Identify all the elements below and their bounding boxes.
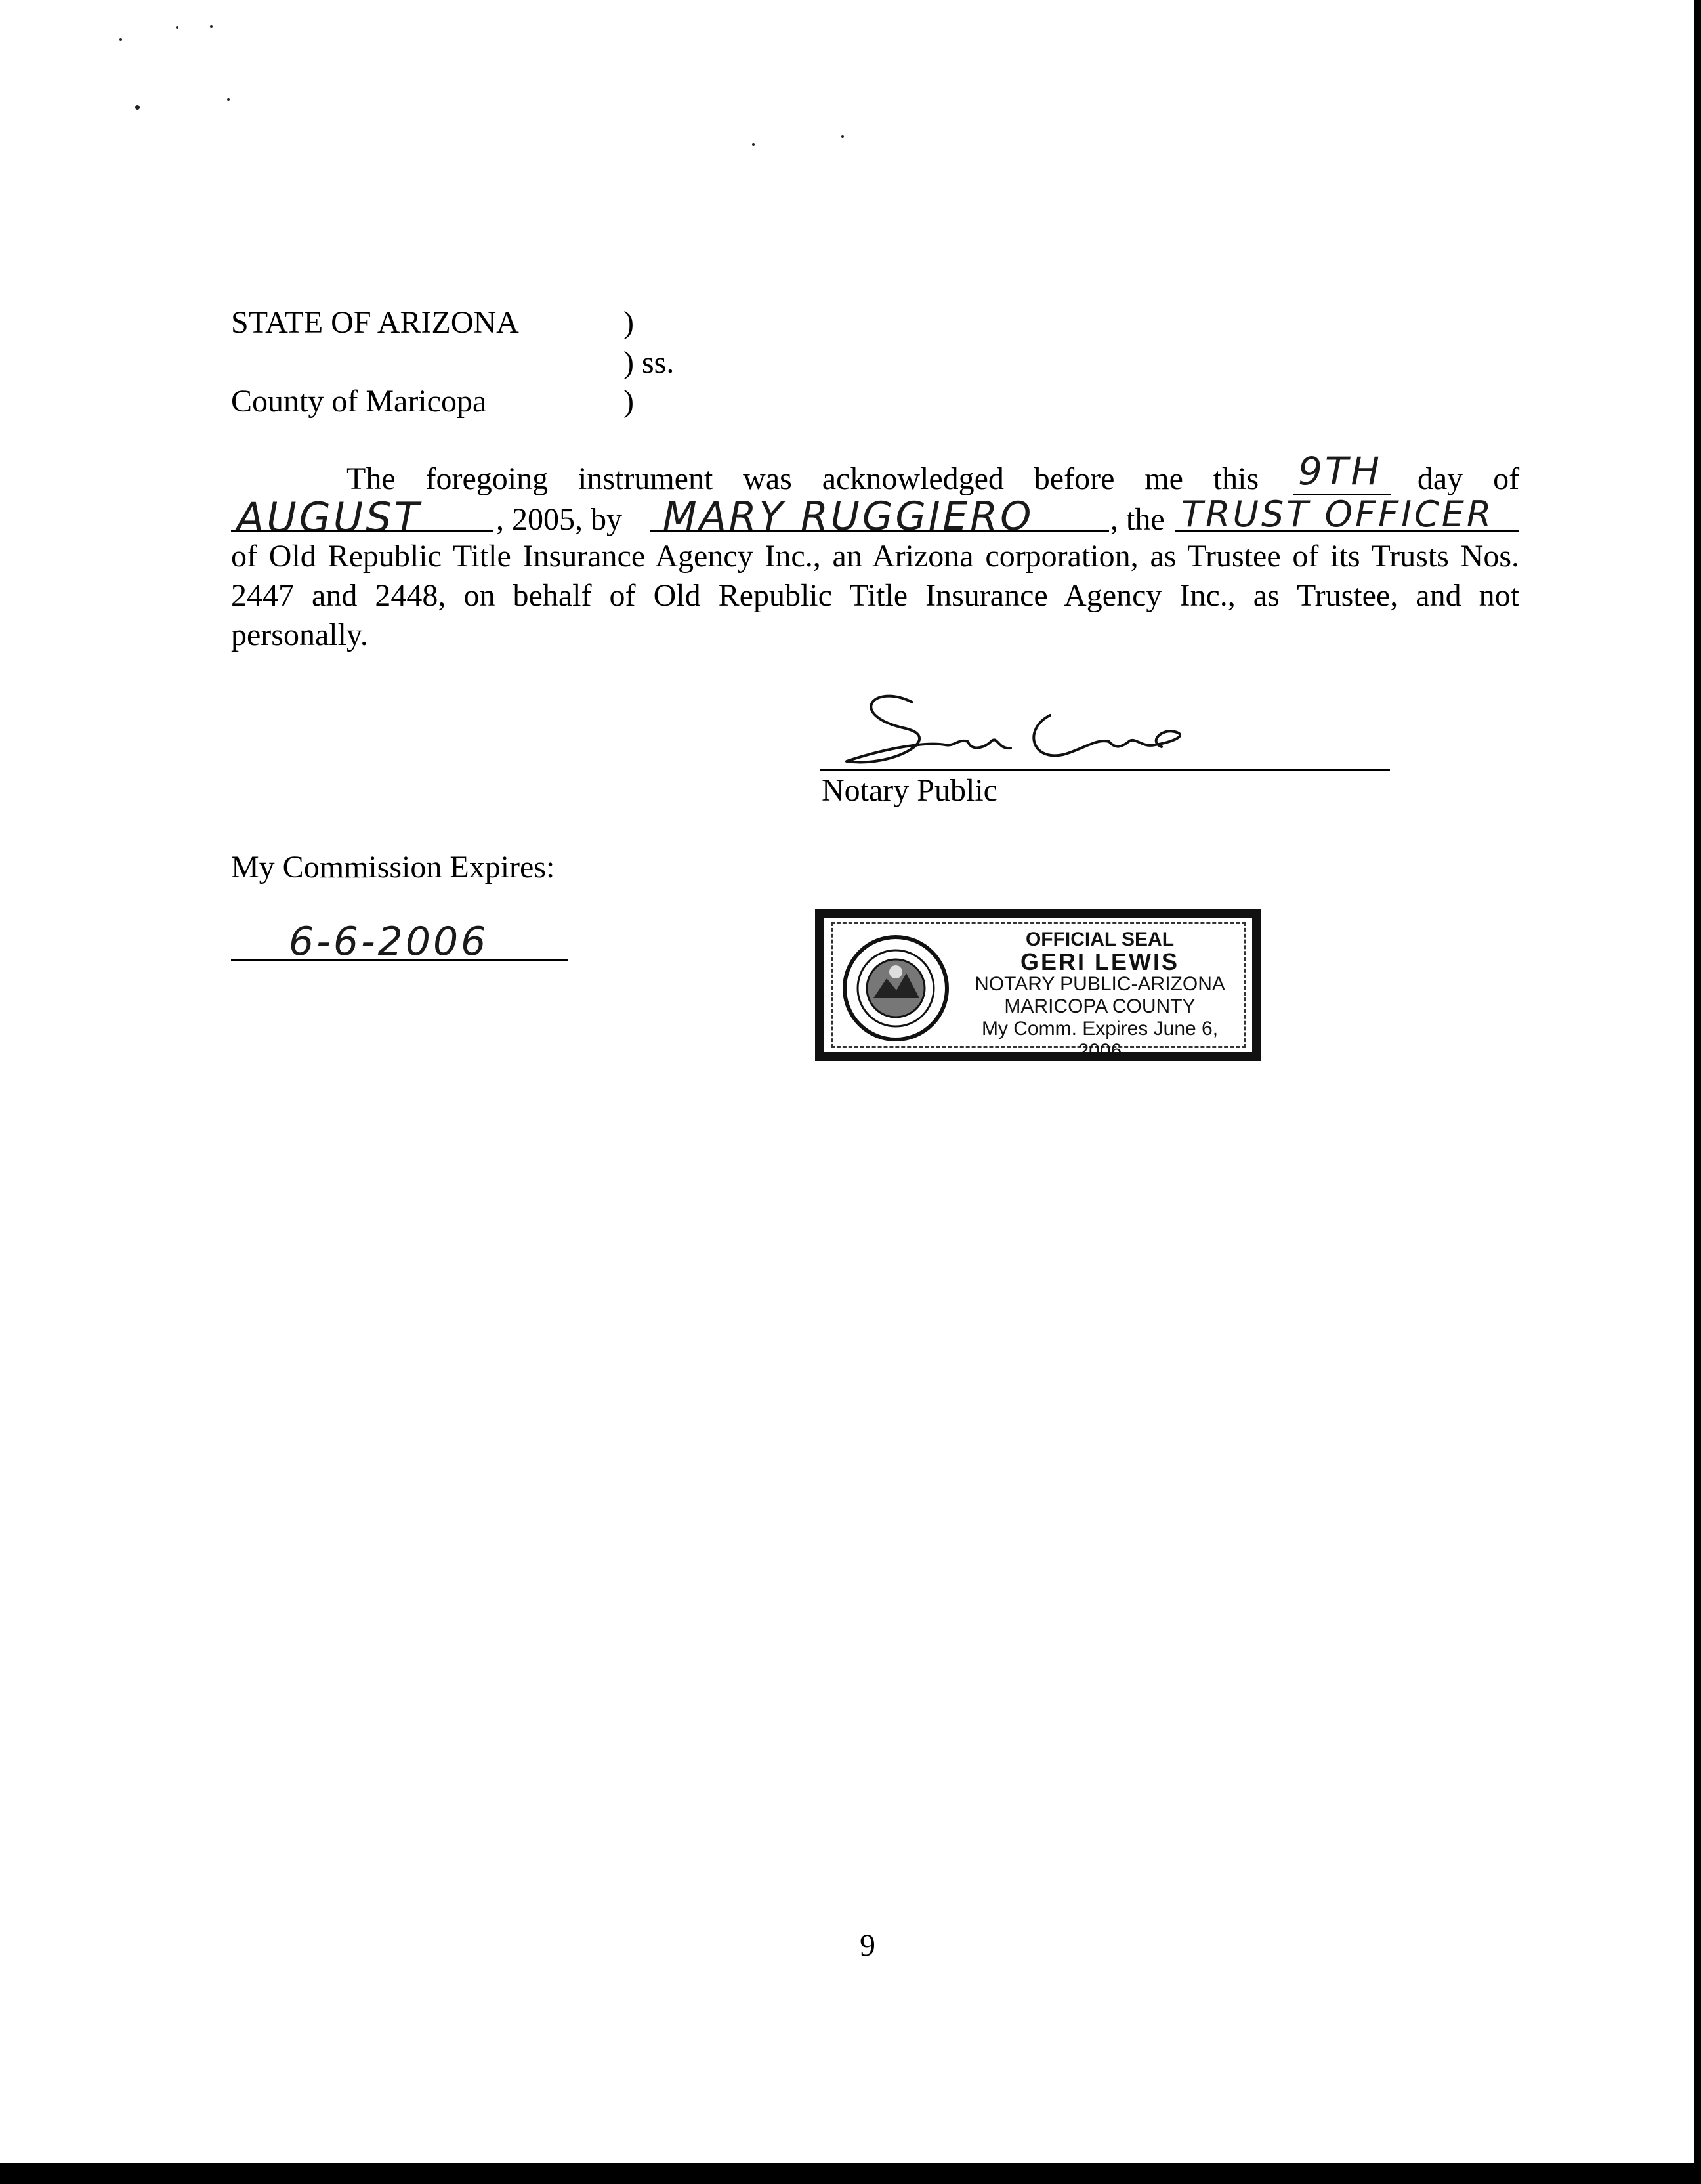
venue-paren: ) [623, 384, 634, 419]
handwritten-month: AUGUST [236, 494, 422, 541]
scan-border-bottom [0, 2163, 1701, 2184]
year-text: , 2005, by [496, 502, 622, 537]
commission-label: My Commission Expires: [231, 850, 555, 885]
page-number: 9 [860, 1928, 875, 1963]
ack-line-4: 2447 and 2448, on behalf of Old Republic Title Insurance Agency Inc., as Trustee, and not [231, 578, 1519, 613]
scan-speck [210, 25, 213, 28]
handwritten-name: MARY RUGGIERO [663, 494, 1034, 539]
venue-state: STATE OF ARIZONA [231, 305, 519, 340]
ack-line-1: The foregoing instrument was acknowledged before me this day of [346, 461, 1520, 496]
venue-county: County of Maricopa [231, 384, 487, 419]
scan-speck [135, 105, 140, 110]
official-seal-stamp [815, 909, 1261, 1061]
handwritten-title: TRUST OFFICER [1181, 494, 1494, 535]
scan-border-right [1694, 0, 1701, 2184]
the-text: , the [1110, 502, 1165, 537]
ack-line-5: personally. [231, 618, 368, 652]
commission-date: 6-6-2006 [289, 919, 489, 965]
commission-underline [231, 959, 568, 961]
scan-speck [227, 98, 230, 101]
scan-speck [841, 135, 844, 138]
scan-speck [176, 26, 178, 29]
seal-text: OFFICIAL SEAL GERI LEWIS NOTARY PUBLIC-ARIZONA MARICOPA COUNTY My Comm. Expires June 6, 2006 [975, 929, 1225, 1062]
notary-label: Notary Public [822, 773, 998, 808]
scan-speck [752, 143, 755, 146]
month-underline [231, 530, 494, 532]
name-underline [650, 530, 1109, 532]
ack-line-3: of Old Republic Title Insurance Agency Inc., an Arizona corporation, as Trustee of its Trusts Nos. [231, 539, 1519, 574]
scan-speck [119, 38, 122, 41]
handwritten-day: 9TH [1298, 449, 1382, 494]
state-seal-icon [837, 933, 954, 1044]
title-underline [1175, 530, 1519, 532]
venue-paren: ) [623, 305, 634, 340]
notary-signature [833, 676, 1201, 774]
venue-ss: ) ss. [623, 345, 675, 380]
